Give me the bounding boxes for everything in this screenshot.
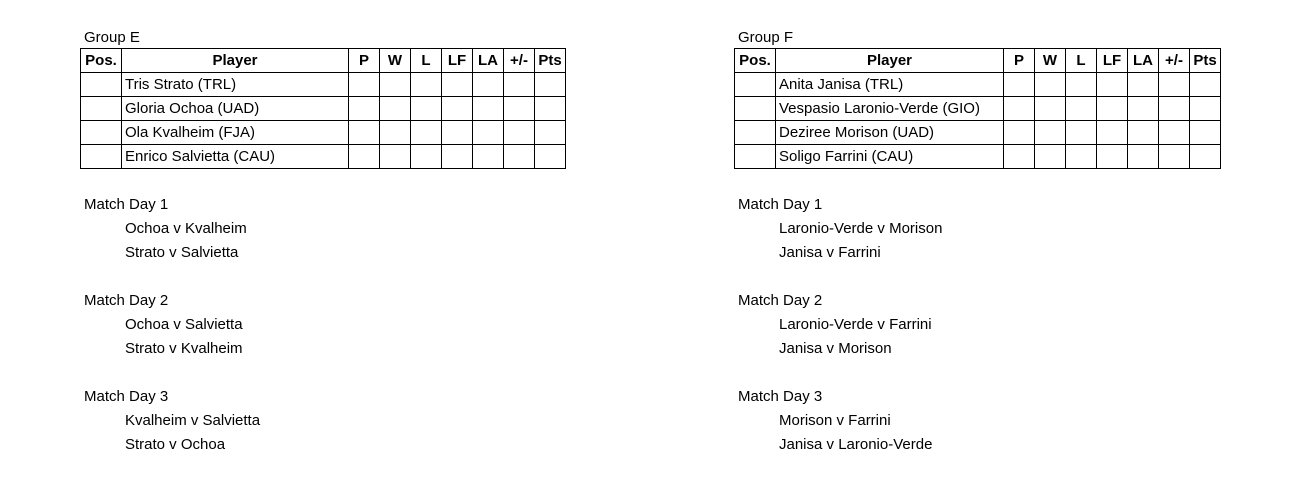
stat-cell xyxy=(1097,145,1128,169)
header-player: Player xyxy=(776,49,1004,73)
standings-table xyxy=(734,48,1221,169)
match-item: Ochoa v Kvalheim xyxy=(125,220,247,237)
stat-cell xyxy=(504,73,535,97)
match-day-3 xyxy=(80,385,566,457)
table-row xyxy=(735,121,1221,145)
stat-cell xyxy=(1066,121,1097,145)
stat-cell xyxy=(442,145,473,169)
match-day-title: Match Day 2 xyxy=(738,292,823,309)
stat-cell xyxy=(473,73,504,97)
header-row xyxy=(81,49,566,73)
stat-cell xyxy=(380,73,411,97)
stat-cell xyxy=(1128,145,1159,169)
header-played: P xyxy=(349,49,380,73)
group-title: Group F xyxy=(738,29,794,46)
stat-cell xyxy=(1097,97,1128,121)
stat-cell xyxy=(473,97,504,121)
stat-cell xyxy=(1159,97,1190,121)
player-cell: Deziree Morison (UAD) xyxy=(776,121,1004,145)
header-legs-for: LF xyxy=(1097,49,1128,73)
header-lost: L xyxy=(1066,49,1097,73)
match-day-2 xyxy=(734,289,1221,361)
player-cell: Tris Strato (TRL) xyxy=(122,73,349,97)
match-day-title: Match Day 1 xyxy=(738,196,823,213)
stat-cell xyxy=(349,73,380,97)
match-day-1 xyxy=(734,193,1221,265)
table-row xyxy=(735,97,1221,121)
match-item: Janisa v Morison xyxy=(779,340,892,357)
pos-cell xyxy=(735,145,776,169)
stat-cell xyxy=(1128,97,1159,121)
stat-cell xyxy=(1004,97,1035,121)
stat-cell xyxy=(535,73,566,97)
stat-cell xyxy=(1066,97,1097,121)
match-item: Kvalheim v Salvietta xyxy=(125,412,261,429)
player-cell: Vespasio Laronio-Verde (GIO) xyxy=(776,97,1004,121)
header-points: Pts xyxy=(1190,49,1221,73)
stat-cell xyxy=(1004,145,1035,169)
header-difference: +/- xyxy=(504,49,535,73)
stat-cell xyxy=(380,121,411,145)
match-day-title: Match Day 1 xyxy=(84,196,169,213)
match-item: Ochoa v Salvietta xyxy=(125,316,243,333)
stat-cell xyxy=(1128,121,1159,145)
stat-cell xyxy=(504,97,535,121)
match-day-2 xyxy=(80,289,566,361)
stat-cell xyxy=(535,121,566,145)
header-legs-against: LA xyxy=(1128,49,1159,73)
match-item: Janisa v Laronio-Verde xyxy=(779,436,933,453)
group-f-section xyxy=(734,28,1221,481)
header-won: W xyxy=(380,49,411,73)
pos-cell xyxy=(735,121,776,145)
match-item: Janisa v Farrini xyxy=(779,244,881,261)
header-won: W xyxy=(1035,49,1066,73)
stat-cell xyxy=(1159,73,1190,97)
stat-cell xyxy=(1159,145,1190,169)
table-row xyxy=(735,73,1221,97)
stat-cell xyxy=(535,97,566,121)
match-item: Laronio-Verde v Morison xyxy=(779,220,943,237)
header-legs-for: LF xyxy=(442,49,473,73)
stat-cell xyxy=(442,121,473,145)
stat-cell xyxy=(1066,73,1097,97)
standings-table xyxy=(80,48,566,169)
table-row xyxy=(81,97,566,121)
stat-cell xyxy=(1190,97,1221,121)
stat-cell xyxy=(442,97,473,121)
stat-cell xyxy=(1097,121,1128,145)
stat-cell xyxy=(411,145,442,169)
match-schedule xyxy=(734,193,1221,457)
header-player: Player xyxy=(122,49,349,73)
pos-cell xyxy=(735,73,776,97)
match-schedule xyxy=(80,193,566,457)
match-day-title: Match Day 3 xyxy=(738,388,823,405)
stat-cell xyxy=(411,121,442,145)
stat-cell xyxy=(442,73,473,97)
pos-cell xyxy=(81,73,122,97)
header-pos: Pos. xyxy=(81,49,122,73)
match-day-1 xyxy=(80,193,566,265)
stat-cell xyxy=(1035,73,1066,97)
stat-cell xyxy=(1004,121,1035,145)
pos-cell xyxy=(81,145,122,169)
player-cell: Enrico Salvietta (CAU) xyxy=(122,145,349,169)
table-row xyxy=(735,145,1221,169)
stat-cell xyxy=(1190,121,1221,145)
stat-cell xyxy=(1004,73,1035,97)
stat-cell xyxy=(1159,121,1190,145)
pos-cell xyxy=(81,97,122,121)
stat-cell xyxy=(1035,121,1066,145)
stat-cell xyxy=(473,121,504,145)
match-item: Strato v Salvietta xyxy=(125,244,239,261)
header-legs-against: LA xyxy=(473,49,504,73)
table-row xyxy=(81,73,566,97)
match-day-3 xyxy=(734,385,1221,457)
match-item: Strato v Kvalheim xyxy=(125,340,243,357)
header-points: Pts xyxy=(535,49,566,73)
pos-cell xyxy=(81,121,122,145)
stat-cell xyxy=(504,121,535,145)
stat-cell xyxy=(473,145,504,169)
match-day-title: Match Day 2 xyxy=(84,292,169,309)
stat-cell xyxy=(349,121,380,145)
header-pos: Pos. xyxy=(735,49,776,73)
match-day-title: Match Day 3 xyxy=(84,388,169,405)
header-row xyxy=(735,49,1221,73)
stat-cell xyxy=(1035,97,1066,121)
stat-cell xyxy=(380,145,411,169)
group-title: Group E xyxy=(84,29,140,46)
stat-cell xyxy=(1190,73,1221,97)
player-cell: Soligo Farrini (CAU) xyxy=(776,145,1004,169)
player-cell: Ola Kvalheim (FJA) xyxy=(122,121,349,145)
stat-cell xyxy=(1190,145,1221,169)
group-e-section xyxy=(80,28,566,481)
header-lost: L xyxy=(411,49,442,73)
stat-cell xyxy=(349,145,380,169)
header-difference: +/- xyxy=(1159,49,1190,73)
pos-cell xyxy=(735,97,776,121)
stat-cell xyxy=(1035,145,1066,169)
match-item: Morison v Farrini xyxy=(779,412,891,429)
match-item: Strato v Ochoa xyxy=(125,436,226,453)
stat-cell xyxy=(411,97,442,121)
player-cell: Gloria Ochoa (UAD) xyxy=(122,97,349,121)
match-item: Laronio-Verde v Farrini xyxy=(779,316,932,333)
table-row xyxy=(81,121,566,145)
stat-cell xyxy=(535,145,566,169)
stat-cell xyxy=(1097,73,1128,97)
header-played: P xyxy=(1004,49,1035,73)
stat-cell xyxy=(380,97,411,121)
stat-cell xyxy=(1066,145,1097,169)
stat-cell xyxy=(411,73,442,97)
table-row xyxy=(81,145,566,169)
stat-cell xyxy=(1128,73,1159,97)
player-cell: Anita Janisa (TRL) xyxy=(776,73,1004,97)
stat-cell xyxy=(349,97,380,121)
stat-cell xyxy=(504,145,535,169)
